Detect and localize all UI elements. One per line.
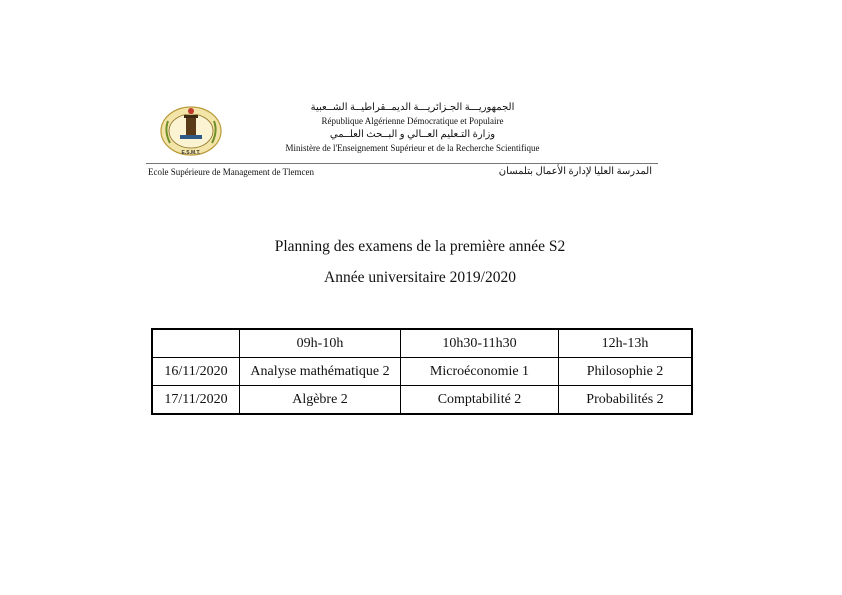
school-logo (158, 103, 224, 161)
logo-text: E.S.M.T. (181, 150, 201, 156)
exam-cell: Comptabilité 2 (401, 386, 559, 415)
exam-cell: Philosophie 2 (559, 358, 693, 386)
header-cell-slot-2: 10h30-11h30 (401, 329, 559, 358)
exam-cell: Analyse mathématique 2 (240, 358, 401, 386)
header-cell-date (152, 329, 240, 358)
exam-cell: Probabilités 2 (559, 386, 693, 415)
school-name-french: Ecole Supérieure de Management de Tlemcen (148, 167, 315, 177)
french-republic: République Algérienne Démocratique et Populaire (321, 115, 504, 126)
table-header-row (152, 329, 692, 358)
arabic-republic: الجمهوريـــة الجـزائريـــة الديمــقراطيــة الشــعبية (310, 102, 515, 113)
exam-schedule-table (151, 328, 693, 415)
french-ministry: Ministère de l'Enseignement Supérieur et de la Recherche Scientifique (285, 142, 540, 153)
ministry-header (240, 101, 585, 155)
arabic-ministry: وزارة التـعليم العــالي و البــحث العلــمي (329, 129, 496, 140)
exam-cell: Microéconomie 1 (401, 358, 559, 386)
exam-cell: Algèbre 2 (240, 386, 401, 415)
header-divider (146, 163, 658, 164)
document-title: Planning des examens de la première année S2 (274, 238, 566, 255)
date-cell: 16/11/2020 (152, 358, 240, 386)
table-row (152, 386, 692, 415)
academic-year: Année universitaire 2019/2020 (324, 269, 516, 286)
header-cell-slot-3: 12h-13h (559, 329, 693, 358)
table-row (152, 358, 692, 386)
school-name-arabic: المدرسة العليا لإدارة الأعمال بتلمسان (498, 166, 652, 177)
date-cell: 17/11/2020 (152, 386, 240, 415)
header-cell-slot-1: 09h-10h (240, 329, 401, 358)
